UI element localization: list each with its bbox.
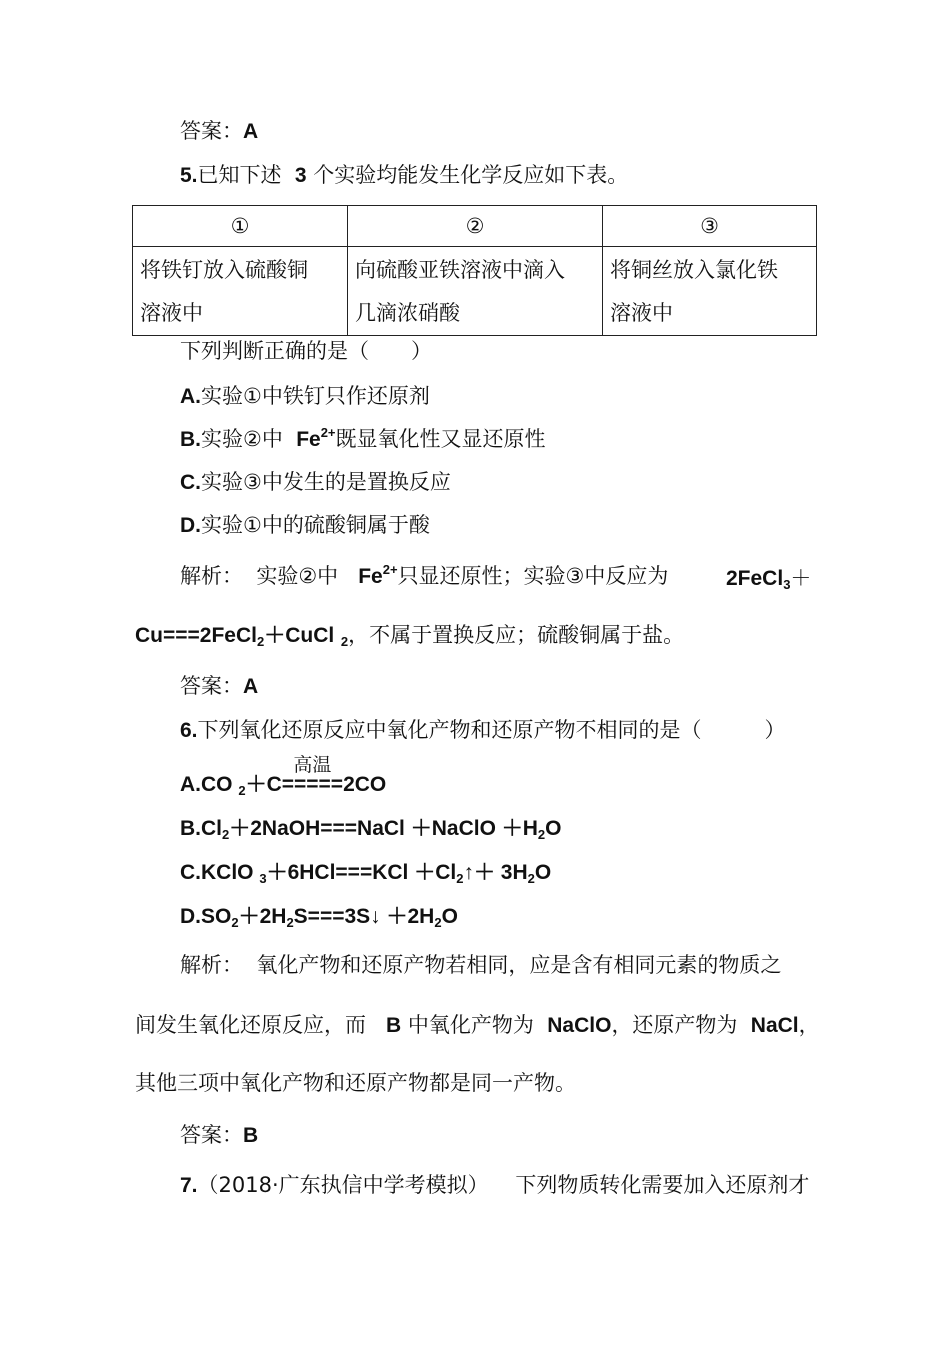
q5-analysis-equation-start: 2FeCl$_3$＋	[726, 566, 812, 592]
q5-answer: 答案：A	[180, 674, 259, 698]
q5-analysis-line2: Cu===2FeCl$_2$＋CuCl $_2$，不属于置换反应；硫酸铜属于盐。	[135, 623, 685, 649]
q6-analysis-line3: 其他三项中氧化产物和还原产物都是同一产物。	[135, 1071, 576, 1095]
q5-option-a: A.实验①中铁钉只作还原剂	[180, 384, 430, 408]
q6-option-b: $B.Cl_2+2NaOH===NaCl$ ＋NaClO $+H_2O$	[180, 817, 562, 842]
table-cell: 将铜丝放入氯化铁 溶液中	[603, 247, 817, 336]
table-cell: 将铁钉放入硫酸铜 溶液中	[133, 247, 348, 336]
q5-option-d: D.实验①中的硫酸铜属于酸	[180, 513, 430, 537]
q6-option-d: $D.SO_2+2H_2S===3S↓ +2H_2O$	[180, 905, 458, 930]
q5-stem: 5.已知下述 3 个实验均能发生化学反应如下表。	[180, 163, 629, 187]
reaction-condition: 高温 =====	[281, 754, 344, 796]
table-row	[133, 247, 817, 336]
q6-stem: 6.下列氧化还原反应中氧化产物和还原产物不相同的是（ ）	[180, 718, 786, 742]
table-header-cell: ①	[133, 206, 348, 247]
q6-option-c: C.KClO $_3+6HCl===KCl +Cl_2↑+ 3H_2O$	[180, 861, 552, 886]
q5-prompt: 下列判断正确的是（ ）	[180, 339, 432, 363]
q5-analysis-line1: 解析： 实验②中 $Fe^{2+}$只显还原性；实验③中反应为	[180, 562, 669, 588]
table-header-row	[133, 206, 817, 247]
q6-answer: 答案：B	[180, 1123, 259, 1147]
q7-stem: 7.（2018·广东执信中学考模拟） 下列物质转化需要加入还原剂才	[180, 1173, 810, 1197]
q6-option-a: A.CO $_2$＋C 高温 =====2CO	[180, 754, 387, 798]
q5-option-b: B.实验②中 $Fe^{2+}$既显氧化性又显还原性	[180, 425, 546, 451]
experiment-table	[132, 205, 817, 336]
q5-option-c: C.实验③中发生的是置换反应	[180, 470, 451, 494]
q6-analysis-line2: 间发生氧化还原反应，而 B 中氧化产物为 NaClO，还原产物为 NaCl，	[135, 1013, 820, 1037]
table-header-cell: ②	[348, 206, 603, 247]
q6-analysis-line1: 解析： 氧化产物和还原产物若相同，应是含有相同元素的物质之	[180, 953, 782, 977]
table-header-cell: ③	[603, 206, 817, 247]
q4-answer: 答案：A	[180, 119, 259, 143]
table-cell: 向硫酸亚铁溶液中滴入 几滴浓硝酸	[348, 247, 603, 336]
